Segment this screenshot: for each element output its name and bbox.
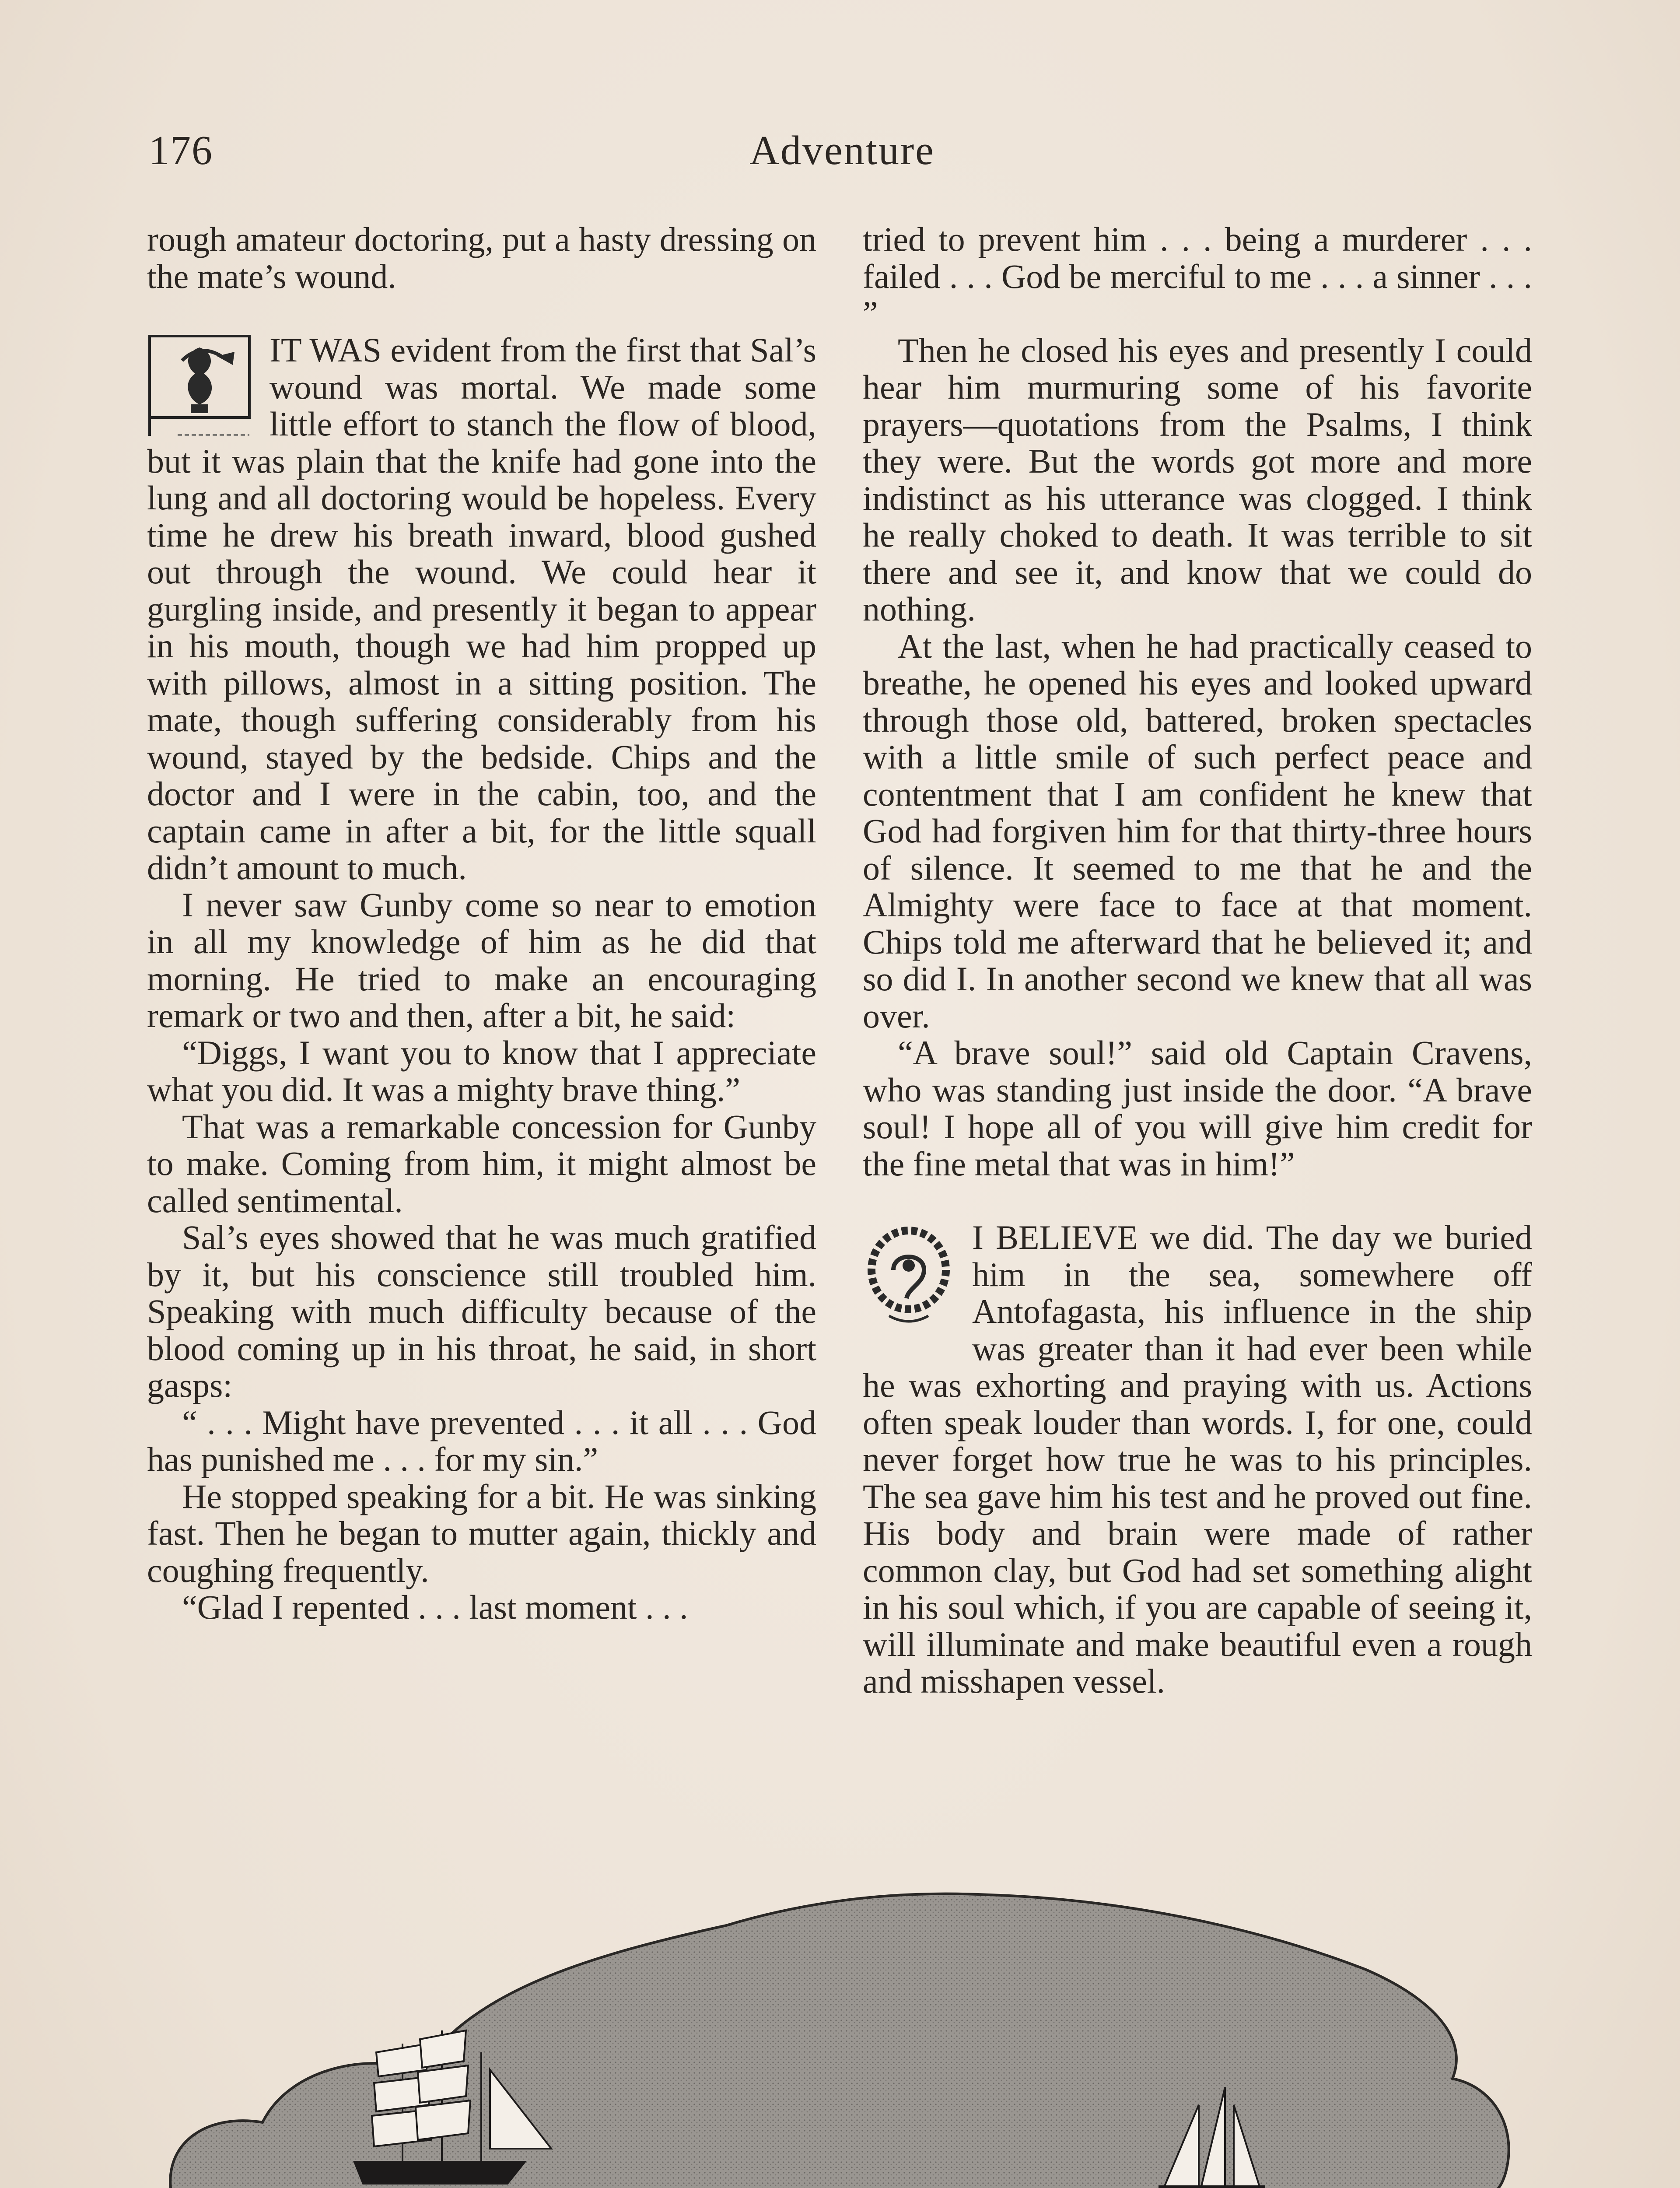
paragraph: IT WAS evident from the first that Sal’s wound was mortal. We made some little effort to stanch the flow of blood, but it was plain that the knife had gone into the lung and all doctoring would be hopeless. Every time he drew his breath inward, blood gushed out through the wound. We could hear it gurgling inside, and presently it began to appear in his mouth, though we had him propped up with pillows, almost in a sitting position. The mate, though suffering considerably from his wound, stayed by the bedside. Chips and the doctor and I were in the cabin, too, and the captain came in after a bit, for the little squall didn’t amount to much. — [147, 331, 816, 887]
left-column — [147, 221, 816, 1626]
paragraph: tried to prevent him . . . being a murderer . . . failed . . . God be merciful to me . . . a sinner . . . ” — [863, 220, 1532, 332]
paragraph: rough amateur doctoring, put a hasty dressing on the mate’s wound. — [147, 220, 816, 295]
paragraph: He stopped speaking for a bit. He was sinking fast. Then he began to mutter again, thickly and coughing frequently. — [147, 1477, 816, 1589]
ship-illustration — [158, 1825, 1536, 2188]
paragraph: I never saw Gunby come so near to emotion in all my knowledge of him as he did that morning. He tried to make an encouraging remark or two and then, after a bit, he said: — [147, 885, 816, 1034]
paragraph: “Glad I repented . . . last moment . . . — [182, 1588, 688, 1626]
paragraph: “ . . . Might have prevented . . . it all . . . God has punished me . . . for my sin.” — [147, 1403, 816, 1478]
page-number: 176 — [149, 128, 213, 173]
paragraph: Sal’s eyes showed that he was much gratified by it, but his conscience still troubled him. Speaking with much difficulty because of the blood coming up in his throat, he said, in short gasps: — [147, 1218, 816, 1404]
vase-ornament-icon — [147, 334, 252, 439]
page-header — [149, 127, 1536, 179]
running-head: Adventure — [749, 128, 935, 173]
cloud-shape — [170, 1894, 1508, 2188]
right-column — [863, 221, 1532, 1700]
paragraph: I BELIEVE we did. The day we buried him in the sea, somewhere off Antofagasta, his influence in the ship was greater than it had ever been while he was exhorting and praying with us. Actions often speak louder than words. I, for one, could never forget how true he was to his principles. The sea gave him his test and he proved out fine. His body and brain were made of rather common clay, but God had set something alight in his soul which, if you are capable of seeing it, will illuminate and make beautiful even a rough and misshapen vessel. — [863, 1218, 1532, 1700]
wreath-ornament-icon — [863, 1222, 955, 1331]
paragraph: “A brave soul!” said old Captain Cravens, who was standing just inside the door. “A brave soul! I hope all of you will give him credit for the fine metal that was in him!” — [863, 1034, 1532, 1183]
paragraph: At the last, when he had practically ceased to breathe, he opened his eyes and looked upward through those old, battered, broken spectacles with a little smile of such perfect peace and contentment that I am confident he knew that God had forgiven him for that thirty-three hours of silence. It seemed to me that he and the Almighty were face to face at that moment. Chips told me afterward that he believed it; and so did I. In another second we knew that all was over. — [863, 627, 1532, 1035]
paragraph: “Diggs, I want you to know that I appreciate what you did. It was a mighty brave thing.” — [147, 1033, 816, 1108]
paragraph: That was a remarkable concession for Gunby to make. Coming from him, it might almost be called sentimental. — [147, 1107, 816, 1220]
paragraph: Then he closed his eyes and presently I could hear him murmuring some of his favorite prayers—quotations from the Psalms, I think they were. But the words got more and more indistinct as his utterance was clogged. I think he really choked to death. It was terrible to sit there and see it, and know that we could do nothing. — [863, 331, 1532, 628]
